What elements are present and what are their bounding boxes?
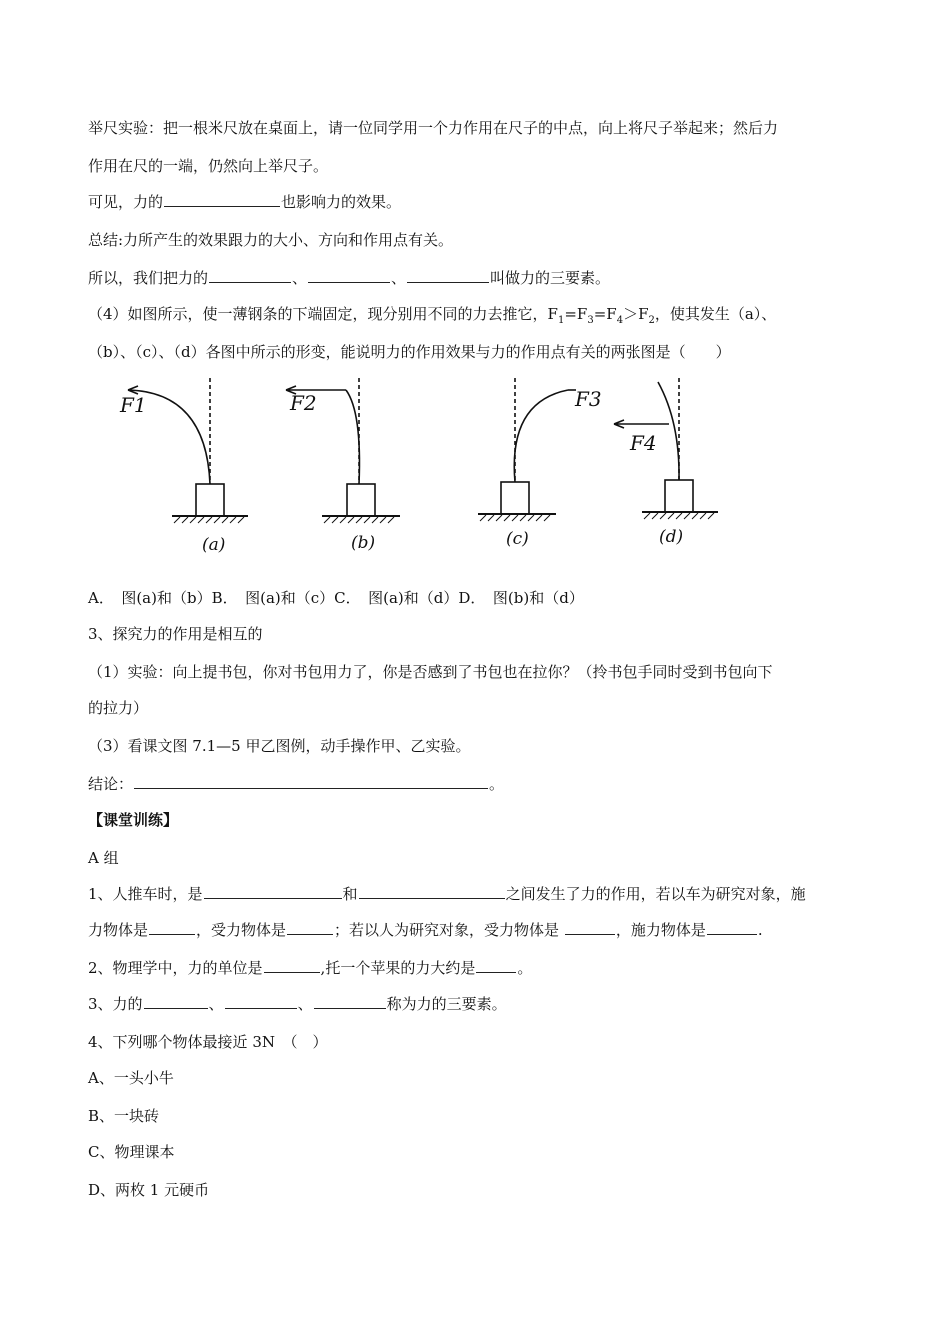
fill-blank[interactable] <box>287 920 333 935</box>
exercise-4-option-b: B、一块砖 <box>88 1107 160 1125</box>
question-4-stem-cont: （b）、（c）、（d）各图中所示的形变，能说明力的作用效果与力的作用点有关的两张图是（ ） <box>88 343 731 361</box>
group-heading-a: A 组 <box>88 849 119 867</box>
fill-blank[interactable] <box>407 268 489 283</box>
exercise-4-option-d: D、两枚 1 元硬币 <box>88 1181 210 1199</box>
fill-blank[interactable] <box>164 192 280 207</box>
exercise-4-option-a: A、一头小牛 <box>88 1069 174 1087</box>
force-label-f2: F2 <box>290 391 317 415</box>
section-heading-class-training: 【课堂训练】 <box>88 811 179 829</box>
fill-blank[interactable] <box>209 268 291 283</box>
force-label-f4: F4 <box>630 431 657 455</box>
fill-blank[interactable] <box>134 774 488 789</box>
force-label-f1: F1 <box>120 393 147 417</box>
fill-blank[interactable] <box>225 994 297 1009</box>
paragraph-experiment-1-cont: 的拉力） <box>88 699 149 717</box>
fill-blank[interactable] <box>476 958 516 973</box>
exercise-1: 1、人推车时，是 和 之间发生了力的作用，若以车为研究对象，施 <box>88 885 806 903</box>
paragraph-experiment-1: （1）实验：向上提书包，你对书包用力了，你是否感到了书包也在拉你？（拎书包手同时受到书包向下 <box>88 663 773 681</box>
exercise-4-option-c: C、物理课本 <box>88 1143 175 1161</box>
paragraph-conclusion: 结论： 。 <box>88 775 505 793</box>
exercise-2: 2、物理学中，力的单位是 ,托一个苹果的力大约是 。 <box>88 959 533 977</box>
fill-blank[interactable] <box>204 884 342 899</box>
exercise-1-cont: 力物体是 ，受力物体是 ；若以人为研究对象，受力物体是 ，施力物体是 . <box>88 921 763 939</box>
fill-blank[interactable] <box>264 958 320 973</box>
fill-blank[interactable] <box>314 994 386 1009</box>
paragraph-ruler-experiment: 举尺实验：把一根米尺放在桌面上，请一位同学用一个力作用在尺子的中点，向上将尺子举起来；然后力 <box>88 119 779 137</box>
fill-blank[interactable] <box>144 994 208 1009</box>
question-4-stem: （4）如图所示，使一薄钢条的下端固定，现分别用不同的力去推它，$F_1=F_3=F_4>F_2$，使其发生（a）、 <box>88 305 777 326</box>
caption-b: (b) <box>351 533 376 553</box>
paragraph-summary: 总结:力所产生的效果跟力的大小、方向和作用点有关。 <box>88 231 454 249</box>
fill-blank[interactable] <box>565 920 615 935</box>
paragraph-conclusion-point: 可见，力的 也影响力的效果。 <box>88 193 402 211</box>
section-heading-mutual-force: 3、探究力的作用是相互的 <box>88 625 263 643</box>
force-label-f3: F3 <box>575 387 602 411</box>
fill-blank[interactable] <box>308 268 390 283</box>
caption-c: (c) <box>506 529 529 549</box>
exercise-4: 4、下列哪个物体最接近 3N （ ） <box>88 1033 328 1051</box>
paragraph-three-elements: 所以，我们把力的 、 、 叫做力的三要素。 <box>88 269 611 287</box>
fill-blank[interactable] <box>707 920 757 935</box>
paragraph-ruler-experiment-cont: 作用在尺的一端，仍然向上举尺子。 <box>88 157 329 175</box>
caption-a: (a) <box>202 535 226 555</box>
caption-d: (d) <box>659 527 684 547</box>
paragraph-experiment-3: （3）看课文图 7.1—5 甲乙图例，动手操作甲、乙实验。 <box>88 737 471 755</box>
fill-blank[interactable] <box>149 920 195 935</box>
question-4-options: A． 图(a)和（b）B． 图(a)和（c）C． 图(a)和（d）D． 图(b)和（d） <box>88 589 584 607</box>
fill-blank[interactable] <box>359 884 505 899</box>
steel-strip-figure <box>110 372 750 557</box>
exercise-3: 3、力的 、 、 称为力的三要素。 <box>88 995 507 1013</box>
